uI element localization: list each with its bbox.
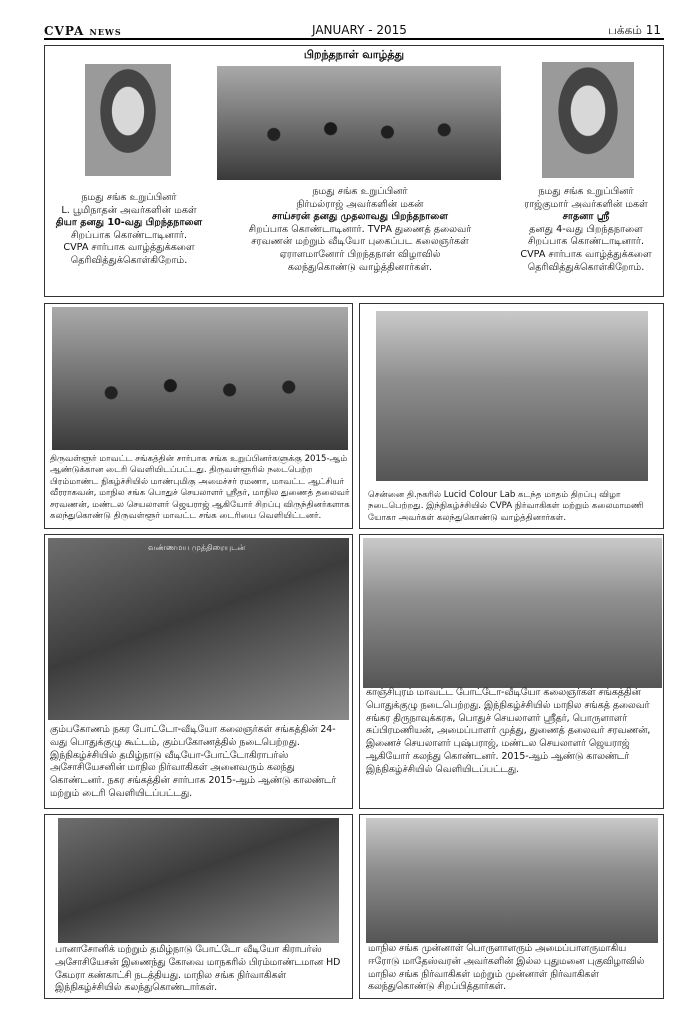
housewarming-photo [366, 818, 658, 943]
photo-banner-text: வண்ணமய முத்திரையுடன் [148, 543, 246, 552]
caption-line: நமது சங்க உறுப்பினர் [312, 186, 408, 197]
caption-line: CVPA சார்பாக வாழ்த்துக்களை [63, 242, 195, 254]
caption-line: சிறப்பாக கொண்டாடினார். [70, 229, 187, 241]
caption-line: ராஜ்குமார் அவர்களின் மகள் [524, 198, 648, 210]
logo-main: CVPA [44, 24, 85, 38]
caption-line: சாய்சரன் தனது முதலாவது பிறந்தநாளை [272, 211, 448, 223]
housewarming-story [359, 814, 664, 999]
caption-line: தனது 4-வது பிறந்தநாளை [529, 223, 643, 235]
hd-camera-expo-photo [58, 818, 339, 943]
birthday-caption-center [215, 186, 505, 274]
kumbakonam-meeting-story [44, 534, 353, 809]
kanchipuram-meeting-story [359, 534, 664, 809]
kumbakonam-caption: கும்பகோணம் நகர போட்டோ-வீடியோ கலைஞர்கள் சங்கத்தின் 24-வது பொதுக்குழு கூட்டம், கும்பகோணத்தில் நடைபெற்றது. இந்நிகழ்ச்சியில் தமிழ்நாடு வீடியோ-போட்டோகிராபர்ஸ் அசோசியேசனின் மாநில நிர்வாகிகள் அனைவரும் கலந்து கொண்டனர். நகர சங்கத்தின் சார்பாக 2015-ஆம் ஆண்டு காலண்டர் மற்றும் டைரி வெளியிடப்பட்டது. [50, 724, 337, 799]
kanchipuram-caption: காஞ்சிபுரம் மாவட்ட போட்டோ-வீடியோ கலைஞர்கள் சங்கத்தின் பொதுக்குழு நடைபெற்றது. இந்நிகழ்ச்சியில் மாநில சங்கத் தலைவர் சங்கர திருநாவுக்கரசு, பொதுச் செயலாளர் ஸ்ரீதர், பொருளாளர் சுப்பிரமணியன், அமைப்பாளர் முத்து, துணைத் தலைவர் சரவணன், இணைச் செயலாளர் புஷ்பராஜ், மண்டல செயலாளர் ஜெயராஜ் ஆகியோர் கலந்து கொண்டனர். 2015-ஆம் ஆண்டு காலண்டர் இந்நிகழ்ச்சியில் வெளியிடப்பட்டது. [366, 687, 651, 775]
caption-line: சிறப்பாக கொண்டாடினார். [527, 236, 644, 248]
birthday-section [44, 45, 664, 297]
birthday-photo-left [85, 64, 171, 176]
kanchipuram-event-photo [363, 538, 662, 688]
birthday-title: பிறந்தநாள் வாழ்த்து [303, 48, 405, 61]
housewarming-caption: மாநில சங்க முன்னாள் பொருளாளரும் அமைப்பாளருமாகிய ஈரோடு மாதேஸ்வரன் அவர்களின் இல்ல புதுமனை புகுவிழாவில் மாநில சங்க நிர்வாகிகள் மற்றும் முன்னாள் நிர்வாகிகள் கலந்துகொண்டு சிறப்பித்தார்கள். [368, 943, 645, 993]
caption-line: நமது சங்க உறுப்பினர் [538, 186, 634, 197]
lucid-colour-lab-photo [376, 311, 648, 481]
birthday-photo-center [217, 66, 501, 180]
caption-line: தியா தனது 10-வது பிறந்தநாளை [55, 217, 203, 229]
caption-line: ஏராளமானோர் பிறந்தநாள் விழாவில் [279, 248, 441, 260]
caption-line: CVPA சார்பாக வாழ்த்துக்களை [520, 248, 652, 260]
lucid-colour-lab-caption: சென்னை தி.நகரில் Lucid Colour Lab கடந்த மாதம் திறப்பு விழா நடைபெற்றது. இந்நிகழ்ச்சியில் CVPA நிர்வாகிகள் மற்றும் கலைமாமணி யோகா அவர்கள் கலந்துகொண்டு வாழ்த்தினார்கள். [368, 490, 644, 523]
page-number: பக்கம் 11 [608, 23, 662, 37]
publication-logo [44, 24, 122, 38]
caption-line: சாதனா ஸ்ரீ [562, 211, 610, 223]
tiruvallur-diary-story [44, 303, 353, 529]
lucid-colour-lab-story [359, 303, 664, 529]
caption-line: கலந்துகொண்டு வாழ்த்தினார்கள். [287, 261, 433, 273]
tiruvallur-caption: திருவள்ளூர் மாவட்ட சங்கத்தின் சார்பாக சங்க உறுப்பினர்களுக்கு 2015-ஆம் ஆண்டுக்கான டைரி வெளியிடப்பட்டது. திருவள்ளூரில் நடைபெற்ற பிரம்மாண்ட நிகழ்ச்சியில் மாண்புமிகு அமைச்சர் ரமணா, மாவட்ட ஆட்சியர் வீரராகவன், மாநில சங்க பொதுச் செயலாளர் ஸ்ரீதர், மாநில துணைத் தலைவர் சரவணன், மண்டல செயலாளர் ஜெயராஜ் ஆகியோர் சிறப்பு விருந்தினர்களாக கலந்துகொண்டு திருவள்ளூர் மாவட்ட சங்க டைரியை வெளியிட்டனர். [50, 454, 350, 522]
tiruvallur-event-photo [52, 307, 348, 450]
kumbakonam-event-photo [48, 538, 349, 720]
caption-line: நமது சங்க உறுப்பினர் [81, 192, 177, 203]
caption-line: சிறப்பாக கொண்டாடினார். TVPA துணைத் தலைவர் [248, 223, 472, 235]
birthday-caption-left [49, 192, 209, 268]
caption-line: தெரிவித்துக்கொள்கிறோம். [70, 254, 188, 266]
caption-line: நிர்மல்ராஜ் அவர்களின் மகன் [296, 198, 424, 210]
birthday-caption-right [509, 186, 663, 274]
caption-line: L. பூமிநாதன் அவர்களின் மகள் [61, 204, 197, 216]
hd-camera-expo-story [44, 814, 353, 999]
caption-line: தெரிவித்துக்கொள்கிறோம். [527, 261, 645, 273]
hd-camera-expo-caption: பானாசோனிக் மற்றும் தமிழ்நாடு போட்டோ வீடியோ கிராபர்ஸ் அசோசியேசன் இணைந்து கோவை மாநகரில் பிரம்மாண்டமான HD கேமரா கண்காட்சி நடத்தியது. மாநில சங்க நிர்வாகிகள் இந்நிகழ்ச்சியில் கலந்துகொண்டார்கள். [55, 944, 341, 994]
issue-date: JANUARY - 2015 [312, 23, 407, 37]
birthday-photo-right [542, 62, 634, 178]
logo-sub: NEWS [89, 27, 122, 37]
header-rule [44, 38, 664, 40]
caption-line: சரவணன் மற்றும் வீடியோ புகைப்பட கலைஞர்கள் [251, 236, 469, 248]
